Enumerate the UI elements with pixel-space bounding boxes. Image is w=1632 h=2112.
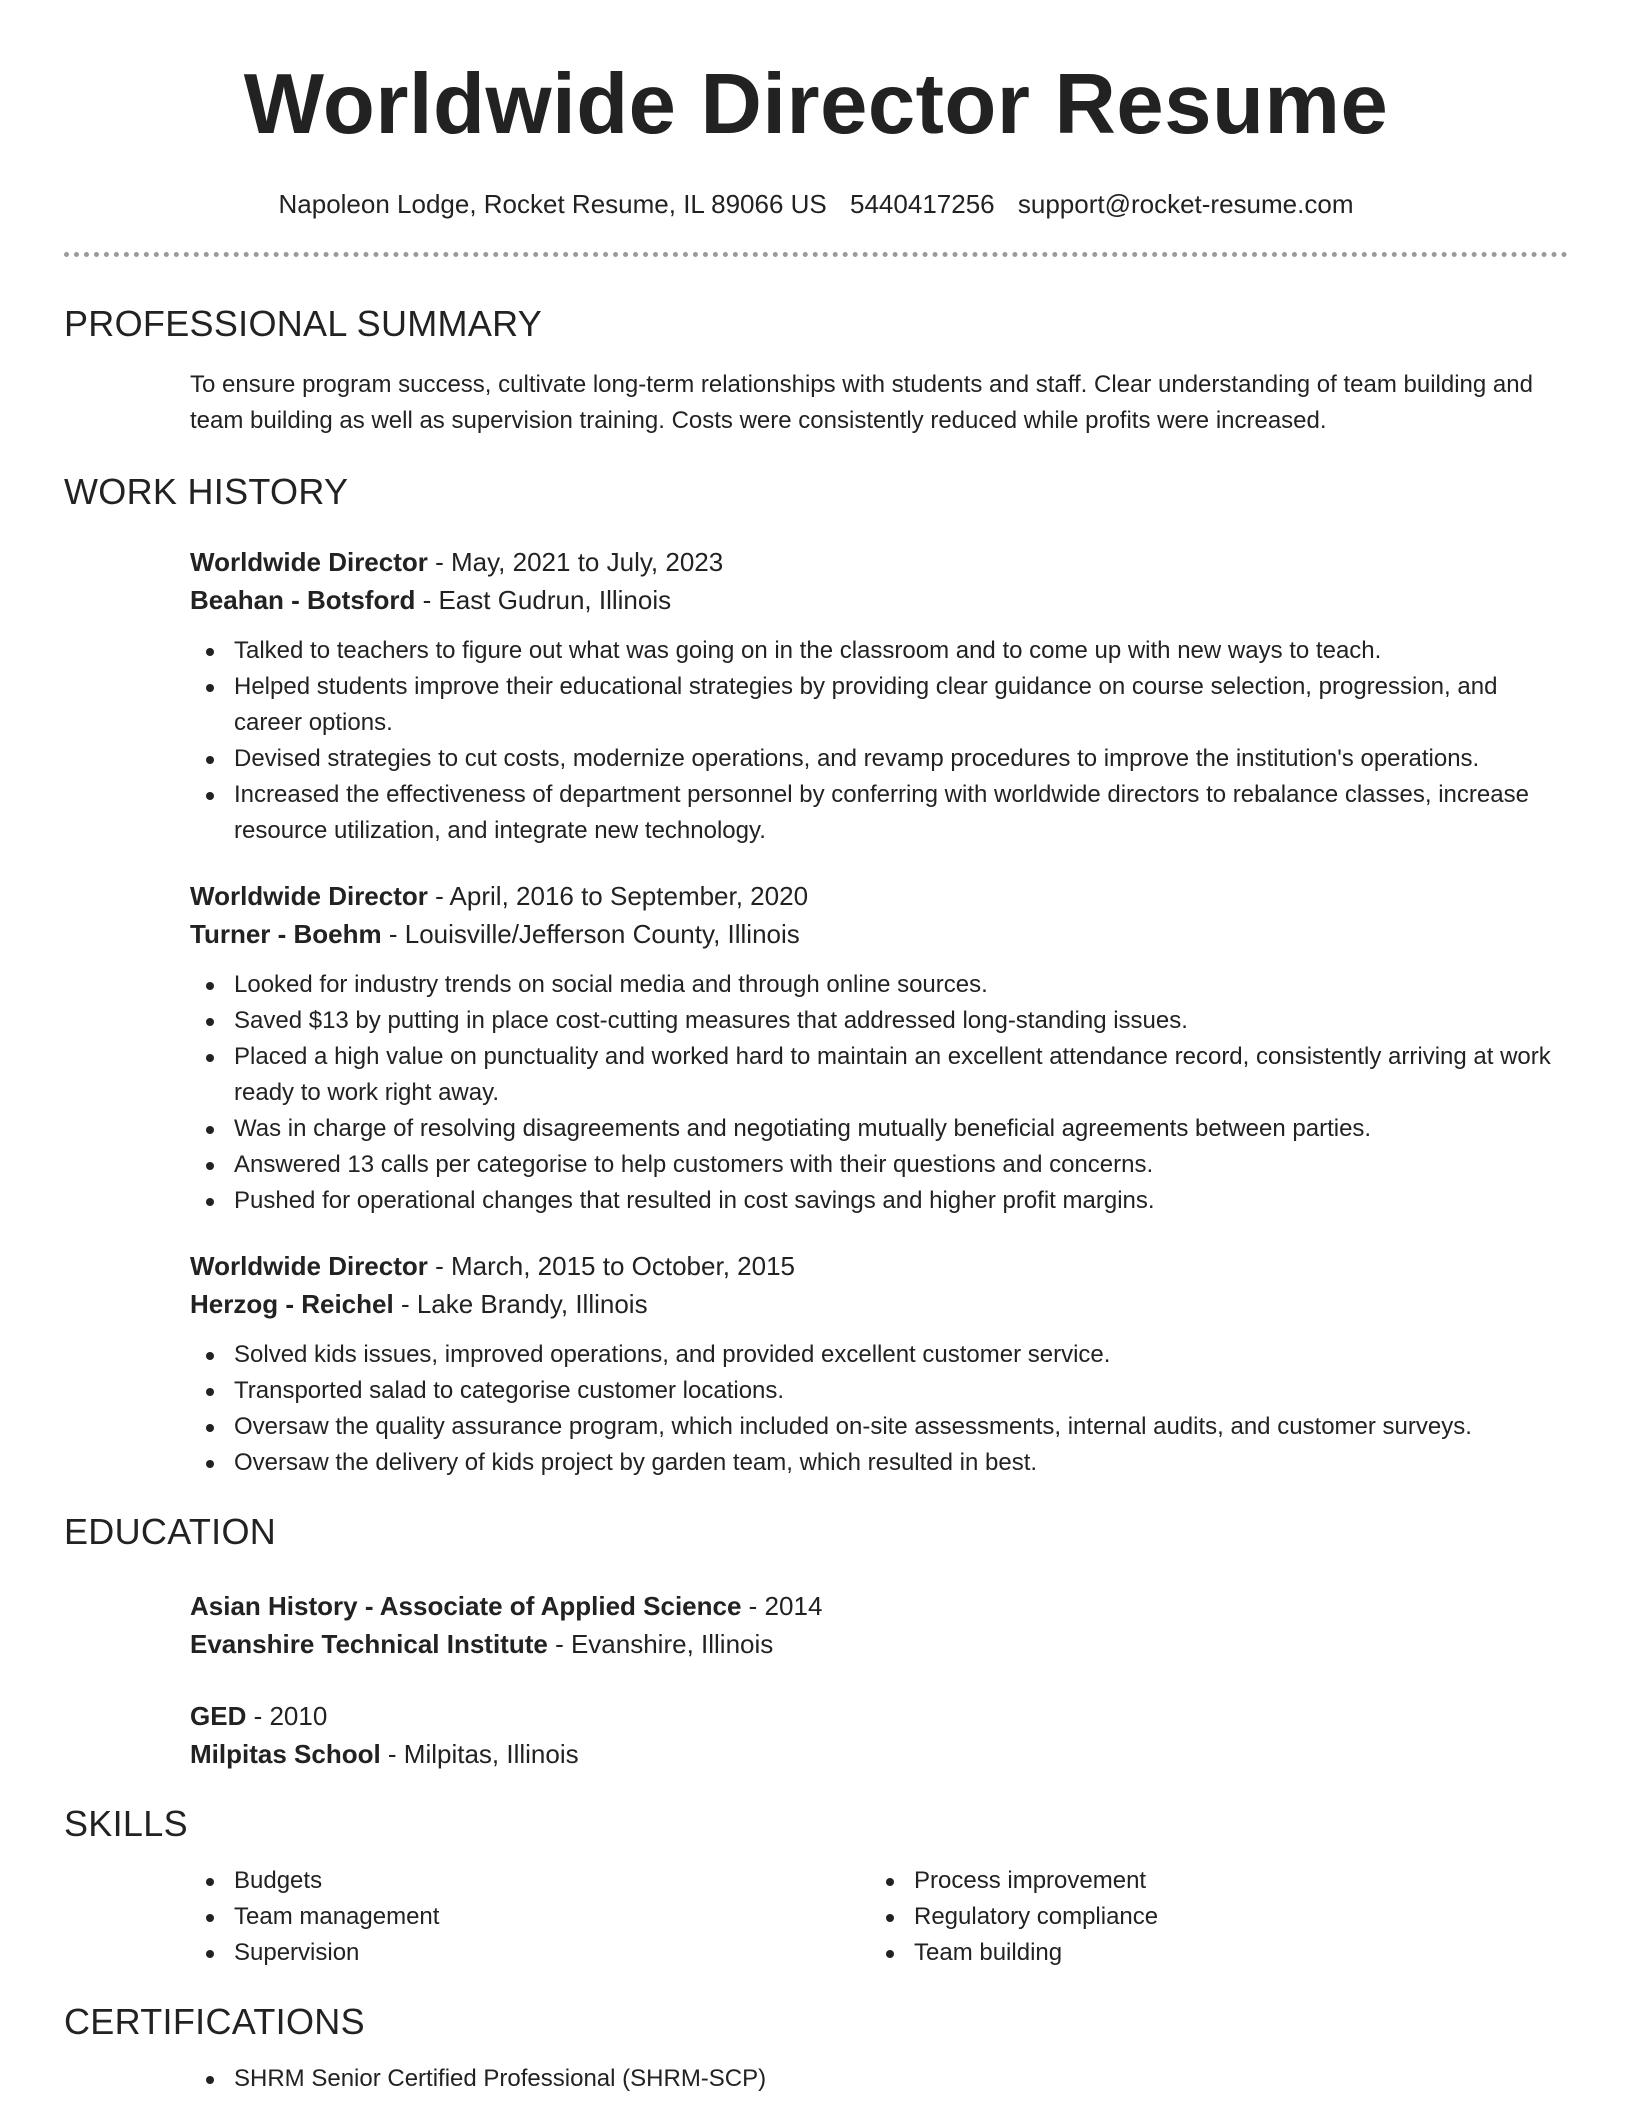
certifications-list (190, 2061, 1568, 2097)
list-item: Oversaw the quality assurance program, which included on-site assessments, internal audits, and customer surveys. (190, 1409, 1568, 1445)
list-item: Solved kids issues, improved operations, and provided excellent customer service. (190, 1337, 1568, 1373)
school-location: - Evanshire, Illinois (547, 1629, 774, 1659)
degree: Asian History - Associate of Applied Science (190, 1591, 742, 1621)
degree: GED (190, 1701, 247, 1731)
degree-line (190, 1697, 1568, 1735)
summary-text: To ensure program success, cultivate long-term relationships with students and staff. Clear understanding of team building and team building as well as supervision training. Costs were consistently reduced while profits were increased. (190, 371, 1533, 434)
job-company: Herzog - Reichel (190, 1289, 394, 1319)
job-bullets (190, 1337, 1568, 1481)
job-title: Worldwide Director (190, 547, 428, 577)
education-section (64, 1587, 1568, 1773)
certification-item: SHRM Senior Certified Professional (SHRM-SCP) (190, 2061, 1568, 2097)
skills-left-column (190, 1863, 870, 1971)
job-bullets (190, 633, 1568, 849)
job-company: Turner - Boehm (190, 919, 382, 949)
certifications-heading: CERTIFICATIONS (64, 2001, 365, 2042)
skills-section (64, 1863, 1568, 1971)
job-bullets (190, 967, 1568, 1219)
list-item: Increased the effectiveness of department personnel by conferring with worldwide directors to rebalance classes, increase resource utilization, and integrate new technology. (190, 777, 1568, 849)
job-title-line (190, 543, 1568, 581)
skill-item: Team building (870, 1935, 1550, 1971)
skills-heading: SKILLS (64, 1803, 188, 1844)
job-entry (190, 877, 1568, 1219)
school-location: - Milpitas, Illinois (380, 1739, 579, 1769)
work-history-heading: WORK HISTORY (64, 471, 349, 512)
contact-phone: 5440417256 (850, 189, 995, 219)
contact-line (64, 189, 1568, 220)
school-line (190, 1625, 1568, 1663)
skill-item: Budgets (190, 1863, 870, 1899)
job-location: - Louisville/Jefferson County, Illinois (381, 919, 800, 949)
education-entry (190, 1697, 1568, 1773)
skill-item: Process improvement (870, 1863, 1550, 1899)
job-company: Beahan - Botsford (190, 585, 416, 615)
skill-item: Team management (190, 1899, 870, 1935)
job-location: - East Gudrun, Illinois (415, 585, 672, 615)
list-item: Talked to teachers to figure out what was going on in the classroom and to come up with new ways to teach. (190, 633, 1568, 669)
summary-heading: PROFESSIONAL SUMMARY (64, 303, 543, 344)
job-dates: - April, 2016 to September, 2020 (427, 881, 809, 911)
job-title-line (190, 877, 1568, 915)
list-item: Oversaw the delivery of kids project by garden team, which resulted in best. (190, 1445, 1568, 1481)
skills-right-column (870, 1863, 1550, 1971)
job-company-line (190, 915, 1568, 953)
list-item: Was in charge of resolving disagreements and negotiating mutually beneficial agreements between parties. (190, 1111, 1568, 1147)
list-item: Pushed for operational changes that resulted in cost savings and higher profit margins. (190, 1183, 1568, 1219)
degree-year: - 2010 (246, 1701, 328, 1731)
education-entry (190, 1587, 1568, 1663)
job-dates: - March, 2015 to October, 2015 (427, 1251, 795, 1281)
job-title-line (190, 1247, 1568, 1285)
degree-line (190, 1587, 1568, 1625)
job-title: Worldwide Director (190, 881, 428, 911)
list-item: Helped students improve their educational strategies by providing clear guidance on course selection, progression, and career options. (190, 669, 1568, 741)
resume-title: Worldwide Director Resume (243, 57, 1389, 152)
skill-item: Supervision (190, 1935, 870, 1971)
job-company-line (190, 1285, 1568, 1323)
job-entry (190, 543, 1568, 849)
list-item: Devised strategies to cut costs, modernize operations, and revamp procedures to improve the institution's operations. (190, 741, 1568, 777)
list-item: Answered 13 calls per categorise to help customers with their questions and concerns. (190, 1147, 1568, 1183)
list-item: Saved $13 by putting in place cost-cutting measures that addressed long-standing issues. (190, 1003, 1568, 1039)
job-entry (190, 1247, 1568, 1481)
school: Evanshire Technical Institute (190, 1629, 548, 1659)
contact-email: support@rocket-resume.com (1017, 189, 1354, 219)
school: Milpitas School (190, 1739, 381, 1769)
contact-address: Napoleon Lodge, Rocket Resume, IL 89066 US (278, 189, 827, 219)
certifications-section (64, 2061, 1568, 2097)
job-dates: - May, 2021 to July, 2023 (427, 547, 724, 577)
education-heading: EDUCATION (64, 1511, 277, 1552)
degree-year: - 2014 (741, 1591, 823, 1621)
summary-section (64, 367, 1568, 439)
list-item: Placed a high value on punctuality and worked hard to maintain an excellent attendance record, consistently arriving at work ready to work right away. (190, 1039, 1568, 1111)
job-company-line (190, 581, 1568, 619)
header-divider (64, 252, 1568, 257)
skill-item: Regulatory compliance (870, 1899, 1550, 1935)
job-location: - Lake Brandy, Illinois (393, 1289, 648, 1319)
school-line (190, 1735, 1568, 1773)
skills-grid (190, 1863, 1568, 1971)
work-history-section (64, 543, 1568, 1481)
list-item: Transported salad to categorise customer locations. (190, 1373, 1568, 1409)
list-item: Looked for industry trends on social media and through online sources. (190, 967, 1568, 1003)
job-title: Worldwide Director (190, 1251, 428, 1281)
